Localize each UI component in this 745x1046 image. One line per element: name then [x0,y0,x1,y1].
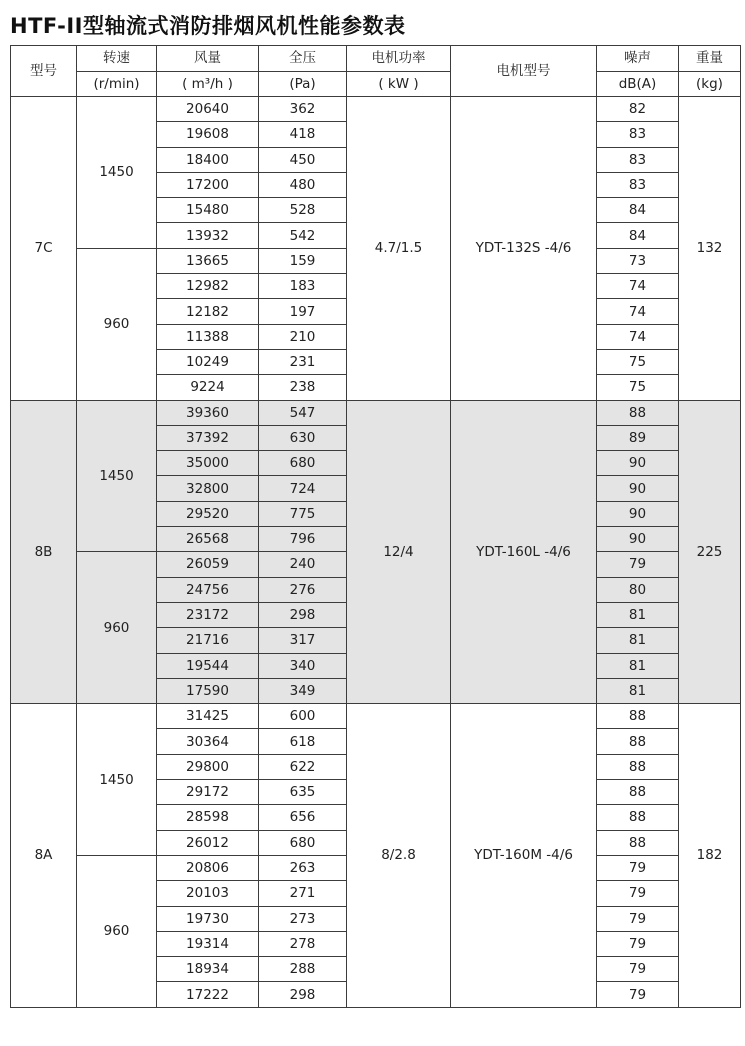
noise-cell: 75 [597,375,679,400]
pressure-cell: 724 [259,476,347,501]
noise-cell: 88 [597,754,679,779]
airflow-cell: 19608 [157,122,259,147]
airflow-cell: 37392 [157,425,259,450]
header-airflow-unit: ( m³/h ) [157,71,259,97]
header-power-unit: ( kW ) [347,71,451,97]
pressure-cell: 418 [259,122,347,147]
airflow-cell: 10249 [157,349,259,374]
pressure-cell: 630 [259,425,347,450]
airflow-cell: 13932 [157,223,259,248]
airflow-cell: 18400 [157,147,259,172]
airflow-cell: 17222 [157,982,259,1007]
airflow-cell: 21716 [157,628,259,653]
pressure-cell: 480 [259,172,347,197]
airflow-cell: 26568 [157,527,259,552]
header-weight-unit: (kg) [679,71,741,97]
airflow-cell: 17590 [157,678,259,703]
airflow-cell: 20103 [157,881,259,906]
pressure-cell: 317 [259,628,347,653]
noise-cell: 79 [597,855,679,880]
airflow-cell: 19730 [157,906,259,931]
airflow-cell: 20640 [157,97,259,122]
airflow-cell: 13665 [157,248,259,273]
pressure-cell: 547 [259,400,347,425]
noise-cell: 90 [597,501,679,526]
airflow-cell: 23172 [157,602,259,627]
motor-cell: YDT-132S -4/6 [451,97,597,401]
airflow-cell: 15480 [157,198,259,223]
pressure-cell: 528 [259,198,347,223]
airflow-cell: 19314 [157,931,259,956]
speed-cell: 960 [77,552,157,704]
header-speed: 转速 [77,46,157,72]
airflow-cell: 9224 [157,375,259,400]
noise-cell: 82 [597,97,679,122]
model-cell: 8B [11,400,77,704]
motor-cell: YDT-160M -4/6 [451,704,597,1008]
pressure-cell: 288 [259,957,347,982]
pressure-cell: 775 [259,501,347,526]
speed-cell: 960 [77,248,157,400]
noise-cell: 74 [597,299,679,324]
pressure-cell: 349 [259,678,347,703]
noise-cell: 84 [597,223,679,248]
power-cell: 12/4 [347,400,451,704]
airflow-cell: 11388 [157,324,259,349]
pressure-cell: 231 [259,349,347,374]
weight-cell: 225 [679,400,741,704]
pressure-cell: 238 [259,375,347,400]
airflow-cell: 29800 [157,754,259,779]
header-airflow: 风量 [157,46,259,72]
airflow-cell: 26012 [157,830,259,855]
header-pressure-unit: (Pa) [259,71,347,97]
table-row [11,704,741,729]
noise-cell: 90 [597,451,679,476]
airflow-cell: 30364 [157,729,259,754]
header-speed-unit: (r/min) [77,71,157,97]
noise-cell: 75 [597,349,679,374]
noise-cell: 79 [597,906,679,931]
noise-cell: 83 [597,122,679,147]
header-noise: 噪声 [597,46,679,72]
noise-cell: 81 [597,602,679,627]
pressure-cell: 600 [259,704,347,729]
power-cell: 8/2.8 [347,704,451,1008]
pressure-cell: 680 [259,451,347,476]
pressure-cell: 263 [259,855,347,880]
airflow-cell: 39360 [157,400,259,425]
pressure-cell: 656 [259,805,347,830]
noise-cell: 90 [597,476,679,501]
pressure-cell: 298 [259,982,347,1007]
noise-cell: 81 [597,628,679,653]
table-row [11,97,741,122]
airflow-cell: 31425 [157,704,259,729]
pressure-cell: 159 [259,248,347,273]
noise-cell: 79 [597,552,679,577]
page-title: HTF-II型轴流式消防排烟风机性能参数表 [10,14,406,38]
pressure-cell: 362 [259,97,347,122]
speed-cell: 1450 [77,704,157,856]
noise-cell: 88 [597,805,679,830]
airflow-cell: 32800 [157,476,259,501]
pressure-cell: 340 [259,653,347,678]
spec-table-container [10,45,741,1008]
airflow-cell: 26059 [157,552,259,577]
pressure-cell: 298 [259,602,347,627]
speed-cell: 1450 [77,97,157,249]
noise-cell: 74 [597,274,679,299]
noise-cell: 84 [597,198,679,223]
noise-cell: 83 [597,147,679,172]
airflow-cell: 29172 [157,780,259,805]
header-pressure: 全压 [259,46,347,72]
pressure-cell: 273 [259,906,347,931]
weight-cell: 182 [679,704,741,1008]
noise-cell: 88 [597,704,679,729]
airflow-cell: 12182 [157,299,259,324]
airflow-cell: 24756 [157,577,259,602]
airflow-cell: 29520 [157,501,259,526]
header-model: 型号 [11,46,77,97]
airflow-cell: 17200 [157,172,259,197]
pressure-cell: 796 [259,527,347,552]
noise-cell: 88 [597,729,679,754]
header-noise-unit: dB(A) [597,71,679,97]
noise-cell: 83 [597,172,679,197]
model-cell: 7C [11,97,77,401]
weight-cell: 132 [679,97,741,401]
motor-cell: YDT-160L -4/6 [451,400,597,704]
model-cell: 8A [11,704,77,1008]
noise-cell: 89 [597,425,679,450]
noise-cell: 74 [597,324,679,349]
header-power: 电机功率 [347,46,451,72]
pressure-cell: 618 [259,729,347,754]
noise-cell: 88 [597,400,679,425]
noise-cell: 88 [597,830,679,855]
speed-cell: 960 [77,855,157,1007]
noise-cell: 79 [597,931,679,956]
pressure-cell: 278 [259,931,347,956]
noise-cell: 90 [597,527,679,552]
airflow-cell: 19544 [157,653,259,678]
pressure-cell: 197 [259,299,347,324]
noise-cell: 79 [597,957,679,982]
noise-cell: 79 [597,881,679,906]
pressure-cell: 271 [259,881,347,906]
airflow-cell: 20806 [157,855,259,880]
header-row [11,46,741,72]
pressure-cell: 622 [259,754,347,779]
performance-spec-table [10,45,741,1008]
pressure-cell: 276 [259,577,347,602]
noise-cell: 81 [597,678,679,703]
spec-table-body [11,97,741,1008]
noise-cell: 88 [597,780,679,805]
header-motor: 电机型号 [451,46,597,97]
header-unit-row [11,71,741,97]
pressure-cell: 635 [259,780,347,805]
pressure-cell: 450 [259,147,347,172]
pressure-cell: 542 [259,223,347,248]
pressure-cell: 210 [259,324,347,349]
noise-cell: 80 [597,577,679,602]
airflow-cell: 18934 [157,957,259,982]
header-weight: 重量 [679,46,741,72]
airflow-cell: 28598 [157,805,259,830]
pressure-cell: 240 [259,552,347,577]
noise-cell: 81 [597,653,679,678]
noise-cell: 79 [597,982,679,1007]
power-cell: 4.7/1.5 [347,97,451,401]
speed-cell: 1450 [77,400,157,552]
pressure-cell: 183 [259,274,347,299]
pressure-cell: 680 [259,830,347,855]
airflow-cell: 12982 [157,274,259,299]
airflow-cell: 35000 [157,451,259,476]
noise-cell: 73 [597,248,679,273]
table-row [11,400,741,425]
